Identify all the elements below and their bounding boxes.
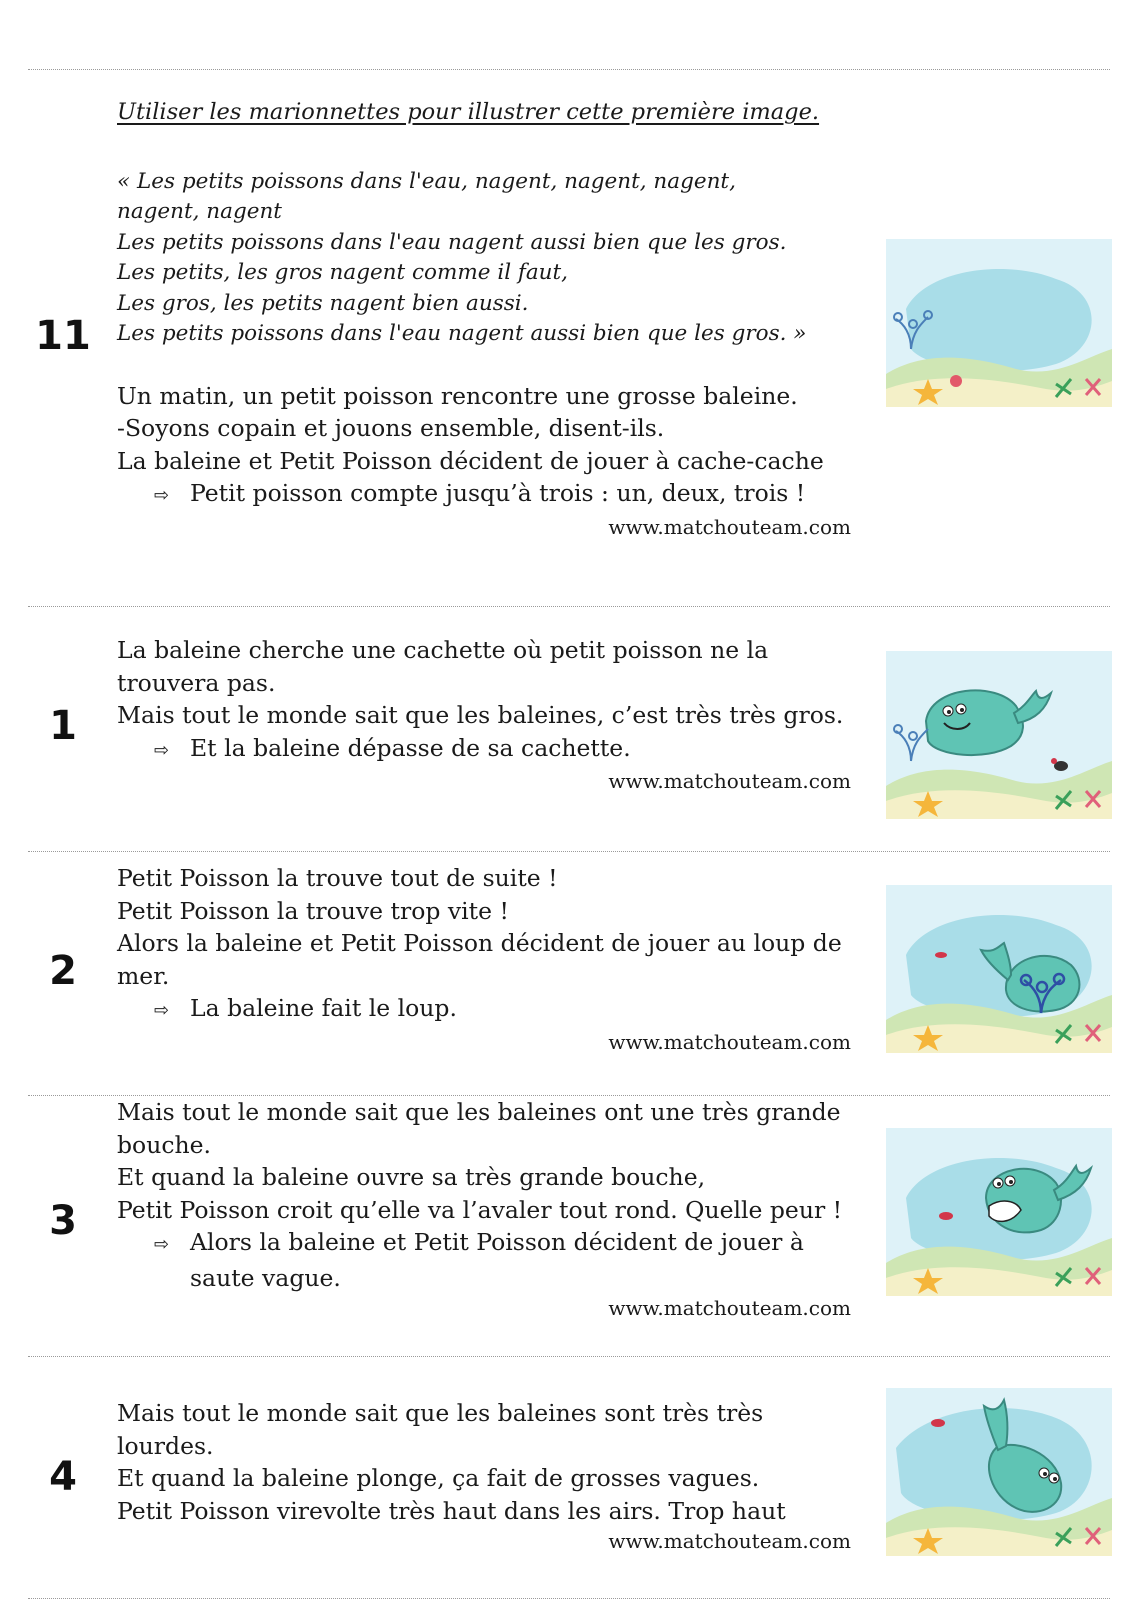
story-line: Et quand la baleine plonge, ça fait de grosses vagues. <box>117 1464 760 1492</box>
separator <box>28 69 1110 70</box>
arrow-item <box>117 477 857 513</box>
arrow-item <box>117 1226 820 1294</box>
card-number: 1 <box>49 703 77 749</box>
story-line: La baleine cherche une cachette où petit poisson ne la trouvera pas. <box>117 636 769 697</box>
card-text <box>117 1096 857 1322</box>
instruction-heading: Utiliser les marionnettes pour illustrer cette première image. <box>117 99 820 125</box>
arrow-icon: ⇨ <box>154 1000 170 1021</box>
arrow-item-text: Alors la baleine et Petit Poisson décident de jouer à saute vague. <box>190 1228 804 1292</box>
card-number: 3 <box>49 1198 77 1244</box>
card-number: 2 <box>49 948 77 994</box>
story-line: -Soyons copain et jouons ensemble, disent-ils. <box>117 414 665 442</box>
story-line: Mais tout le monde sait que les baleines, c’est très très gros. <box>117 701 844 729</box>
story-line: Petit Poisson la trouve tout de suite ! <box>117 864 558 892</box>
story-line: Petit Poisson croit qu’elle va l’avaler tout rond. Quelle peur ! <box>117 1195 843 1224</box>
card-text <box>117 862 857 1056</box>
song-line: Les petits, les gros nagent comme il faut, <box>117 260 569 285</box>
separator <box>28 1356 1110 1357</box>
arrow-icon: ⇨ <box>154 485 170 506</box>
card-number: 11 <box>35 313 91 359</box>
story-line: La baleine et Petit Poisson décident de jouer à cache-cache <box>117 446 824 475</box>
story-line: Un matin, un petit poisson rencontre une grosse baleine. <box>117 381 798 410</box>
whale-illustration <box>886 1128 1112 1296</box>
arrow-icon: ⇨ <box>154 739 170 761</box>
website-credit: www.matchouteam.com <box>608 1296 851 1320</box>
story-line: Et quand la baleine ouvre sa très grande bouche, <box>117 1163 706 1191</box>
intro-card-text <box>117 96 857 541</box>
song-line: Les petits poissons dans l'eau nagent aussi bien que les gros. » <box>117 321 807 346</box>
separator <box>28 1598 1110 1599</box>
story-line: Petit Poisson la trouve trop vite ! <box>117 896 509 925</box>
separator <box>28 606 1110 607</box>
story-line: Mais tout le monde sait que les baleines ont une très grande bouche. <box>117 1098 841 1159</box>
website-credit: www.matchouteam.com <box>608 1029 851 1054</box>
arrow-item-text: La baleine fait le loup. <box>190 994 457 1022</box>
whale-illustration <box>886 651 1112 819</box>
card-text <box>117 1397 857 1555</box>
website-credit: www.matchouteam.com <box>608 514 851 539</box>
sea-scene-illustration <box>886 239 1112 407</box>
song-line: Les petits poissons dans l'eau nagent aussi bien que les gros. <box>117 229 787 255</box>
song-line: « Les petits poissons dans l'eau, nagent, nagent, nagent, nagent, nagent <box>117 168 736 224</box>
card-number: 4 <box>49 1454 77 1500</box>
story-line: Mais tout le monde sait que les baleines sont très très lourdes. <box>117 1399 764 1460</box>
arrow-item-text: Petit poisson compte jusqu’à trois : un, deux, trois ! <box>190 479 806 507</box>
website-credit: www.matchouteam.com <box>608 769 851 793</box>
arrow-item-text: Et la baleine dépasse de sa cachette. <box>190 733 631 762</box>
arrow-item <box>117 992 857 1028</box>
arrow-item <box>117 732 857 768</box>
card-text <box>117 634 857 795</box>
story-line: Petit Poisson virevolte très haut dans les airs. Trop haut <box>117 1496 786 1525</box>
story-line: Alors la baleine et Petit Poisson décident de jouer au loup de mer. <box>117 929 842 990</box>
whale-illustration <box>886 1388 1112 1556</box>
song-line: Les gros, les petits nagent bien aussi. <box>117 290 529 316</box>
website-credit: www.matchouteam.com <box>608 1529 851 1553</box>
whale-illustration <box>886 885 1112 1053</box>
arrow-icon: ⇨ <box>154 1234 170 1255</box>
separator <box>28 851 1110 852</box>
